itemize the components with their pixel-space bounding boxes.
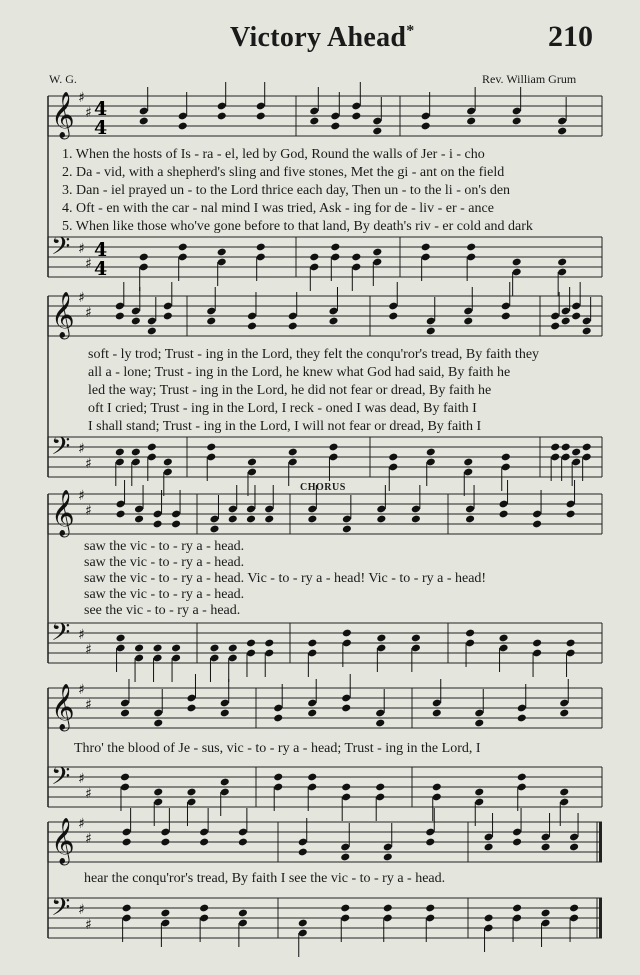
note-head (247, 458, 257, 467)
verse-5-line-2: I shall stand; Trust - ing in the Lord, I will not fear or dread, By faith I (88, 419, 482, 434)
note-head (340, 904, 350, 913)
note-head (228, 644, 238, 653)
bass-clef-icon: 𝄢 (51, 762, 71, 797)
note-head (328, 317, 338, 326)
note-head (171, 644, 181, 653)
note-head (120, 773, 130, 782)
treble-clef-icon: 𝄞 (51, 92, 75, 138)
note-head (171, 520, 181, 529)
treble-clef-icon: 𝄞 (51, 818, 75, 864)
note-head (557, 127, 567, 136)
note-head (561, 443, 571, 452)
note-head (160, 909, 170, 918)
time-signature-bottom: 4 (94, 258, 108, 280)
note-head (512, 258, 522, 267)
note-head (199, 838, 209, 847)
note-head (532, 639, 542, 648)
note-head (122, 904, 132, 913)
time-signature-bottom: 4 (94, 117, 108, 139)
note-head (383, 904, 393, 913)
note-head (557, 258, 567, 267)
note-head (340, 853, 350, 862)
note-head (153, 644, 163, 653)
note-head (375, 719, 385, 728)
sharp-icon: ♯ (85, 642, 92, 658)
note-head (411, 515, 421, 524)
final-barline-thick (599, 898, 602, 938)
note-head (206, 317, 216, 326)
note-head (571, 448, 581, 457)
note-head (566, 510, 576, 519)
composer-credit: W. G. (49, 72, 77, 86)
note-head (372, 127, 382, 136)
note-head (342, 629, 352, 638)
note-head (131, 448, 141, 457)
note-head (432, 783, 442, 792)
title-footnote-mark: * (406, 22, 415, 40)
note-head (512, 904, 522, 913)
note-head (383, 853, 393, 862)
note-head (153, 520, 163, 529)
note-head (163, 312, 173, 321)
sharp-icon: ♯ (85, 105, 92, 121)
treble-clef-icon: 𝄞 (51, 292, 75, 338)
verse-3-line-1: 3. Dan - iel prayed un - to the Lord thrice each day, Then un - to the li - on's den (62, 183, 511, 198)
note-head (341, 704, 351, 713)
note-head (209, 525, 219, 534)
note-head (569, 843, 579, 852)
verse-2-line-1: 2. Da - vid, with a shepherd's sling and five stones, Met the gi - ant on the field (62, 165, 505, 180)
sharp-icon: ♯ (85, 917, 92, 933)
time-signature-top: 4 (94, 98, 108, 120)
verse-4-line-1: 4. Oft - en with the car - nal mind I was tried, Ask - ing for de - liv - er - ance (62, 201, 494, 216)
verse-3-line-2: led the way; Trust - ing in the Lord, he did not fear or dread, By faith he (88, 383, 492, 398)
note-head (421, 243, 431, 252)
sharp-icon: ♯ (78, 682, 85, 698)
note-head (256, 112, 266, 121)
note-head (147, 443, 157, 452)
note-head (571, 312, 581, 321)
note-head (298, 848, 308, 857)
note-head (163, 458, 173, 467)
note-head (376, 634, 386, 643)
note-head (246, 515, 256, 524)
note-head (307, 709, 317, 718)
note-head (463, 317, 473, 326)
note-head (273, 714, 283, 723)
note-head (517, 714, 527, 723)
note-head (559, 709, 569, 718)
note-head (147, 327, 157, 336)
note-head (115, 312, 125, 321)
note-head (116, 510, 126, 519)
note-head (463, 458, 473, 467)
note-head (425, 838, 435, 847)
note-head (330, 122, 340, 131)
note-head (153, 788, 163, 797)
hymn-title-text: Victory Ahead (230, 22, 407, 53)
note-head (426, 327, 436, 336)
chorus-label: CHORUS (300, 482, 346, 493)
sharp-icon: ♯ (78, 771, 85, 787)
note-head (139, 253, 149, 262)
sharp-icon: ♯ (78, 90, 85, 106)
verse-1-line-2: soft - ly trod; Trust - ing in the Lord, they felt the conqu'ror's tread, By faith they (88, 347, 540, 362)
hymn-number: 210 (548, 20, 593, 53)
time-signature-top: 4 (94, 239, 108, 261)
note-head (426, 448, 436, 457)
note-head (220, 778, 230, 787)
sharp-icon: ♯ (78, 488, 85, 504)
note-head (465, 515, 475, 524)
note-head (541, 909, 551, 918)
note-head (139, 117, 149, 126)
note-head (474, 719, 484, 728)
note-head (541, 843, 551, 852)
verse-4-line-2: oft I cried; Trust - ing in the Lord, I reck - oned I was dead, By faith I (88, 401, 477, 416)
note-head (131, 317, 141, 326)
sharp-icon: ♯ (78, 290, 85, 306)
note-head (238, 838, 248, 847)
note-head (134, 515, 144, 524)
note-head (499, 510, 509, 519)
sharp-icon: ♯ (85, 503, 92, 519)
note-head (512, 838, 522, 847)
note-head (153, 719, 163, 728)
sharp-icon: ♯ (85, 456, 92, 472)
verse-4-line-3: saw the vic - to - ry a - head. (84, 587, 245, 602)
chorus-line-5: hear the conqu'ror's tread, By faith I see the vic - to - ry a - head. (84, 871, 446, 886)
sharp-icon: ♯ (85, 256, 92, 272)
note-head (474, 788, 484, 797)
note-head (372, 248, 382, 257)
bass-clef-icon: 𝄢 (51, 432, 71, 467)
note-head (288, 448, 298, 457)
note-head (351, 253, 361, 262)
note-head (309, 117, 319, 126)
note-head (264, 639, 274, 648)
note-head (186, 704, 196, 713)
note-head (425, 904, 435, 913)
note-head (288, 322, 298, 331)
treble-clef-icon: 𝄞 (51, 490, 75, 536)
note-head (206, 443, 216, 452)
note-head (307, 773, 317, 782)
final-barline-thick (599, 822, 602, 862)
note-head (220, 709, 230, 718)
note-head (309, 253, 319, 262)
note-head (411, 634, 421, 643)
note-head (217, 248, 227, 257)
note-head (341, 783, 351, 792)
note-head (273, 773, 283, 782)
note-head (298, 919, 308, 928)
note-head (432, 709, 442, 718)
note-head (342, 525, 352, 534)
note-head (247, 322, 257, 331)
verse-2-line-2: all a - lone; Trust - ing in the Lord, he knew what God had said, By faith he (88, 365, 511, 380)
note-head (307, 515, 317, 524)
note-head (199, 904, 209, 913)
note-head (328, 443, 338, 452)
note-head (228, 515, 238, 524)
note-head (388, 312, 398, 321)
note-head (186, 788, 196, 797)
verse-2-line-3: saw the vic - to - ry a - head. (84, 555, 245, 570)
note-head (550, 322, 560, 331)
note-head (307, 639, 317, 648)
treble-clef-icon: 𝄞 (51, 684, 75, 730)
bass-clef-icon: 𝄢 (51, 618, 71, 653)
note-head (115, 448, 125, 457)
note-head (238, 909, 248, 918)
sharp-icon: ♯ (78, 241, 85, 257)
sharp-icon: ♯ (85, 305, 92, 321)
note-head (501, 312, 511, 321)
sharp-icon: ♯ (85, 786, 92, 802)
verse-5-line-1: 5. When like those who've gone before to that land, By death's riv - er cold and dark (62, 219, 533, 234)
note-head (550, 443, 560, 452)
note-head (217, 112, 227, 121)
author-credit: Rev. William Grum (482, 72, 577, 86)
sharp-icon: ♯ (78, 627, 85, 643)
note-head (566, 639, 576, 648)
chorus-line-4: Thro' the blood of Je - sus, vic - to - ry a - head; Trust - ing in the Lord, I (74, 741, 481, 756)
note-head (388, 453, 398, 462)
note-head (484, 843, 494, 852)
note-head (466, 243, 476, 252)
note-head (209, 644, 219, 653)
note-head (330, 243, 340, 252)
sharp-icon: ♯ (85, 831, 92, 847)
note-head (160, 838, 170, 847)
note-head (376, 515, 386, 524)
note-head (120, 709, 130, 718)
note-head (465, 629, 475, 638)
note-head (264, 515, 274, 524)
note-head (375, 783, 385, 792)
note-head (517, 773, 527, 782)
sharp-icon: ♯ (78, 441, 85, 457)
note-head (512, 117, 522, 126)
verse-5-line-3: see the vic - to - ry a - head. (84, 603, 241, 618)
verse-1-line-1: 1. When the hosts of Is - ra - el, led by God, Round the walls of Jer - i - cho (62, 147, 485, 162)
note-head (501, 453, 511, 462)
note-head (582, 443, 592, 452)
note-head (351, 112, 361, 121)
sharp-icon: ♯ (78, 816, 85, 832)
note-head (116, 634, 126, 643)
note-head (256, 243, 266, 252)
sharp-icon: ♯ (85, 697, 92, 713)
note-head (582, 327, 592, 336)
note-head (246, 639, 256, 648)
note-head (122, 838, 132, 847)
note-head (178, 122, 188, 131)
note-head (134, 644, 144, 653)
note-head (532, 520, 542, 529)
note-head (569, 904, 579, 913)
note-head (178, 243, 188, 252)
note-head (499, 634, 509, 643)
bass-clef-icon: 𝄢 (51, 893, 71, 928)
verse-1-line-3: saw the vic - to - ry a - head. (84, 539, 245, 554)
note-head (484, 914, 494, 923)
sharp-icon: ♯ (78, 902, 85, 918)
note-head (559, 788, 569, 797)
note-head (421, 122, 431, 131)
verse-3-line-3: saw the vic - to - ry a - head. Vic - to - ry a - head! Vic - to - ry a - head! (84, 571, 487, 586)
bass-clef-icon: 𝄢 (51, 232, 71, 267)
note-head (561, 317, 571, 326)
note-head (466, 117, 476, 126)
